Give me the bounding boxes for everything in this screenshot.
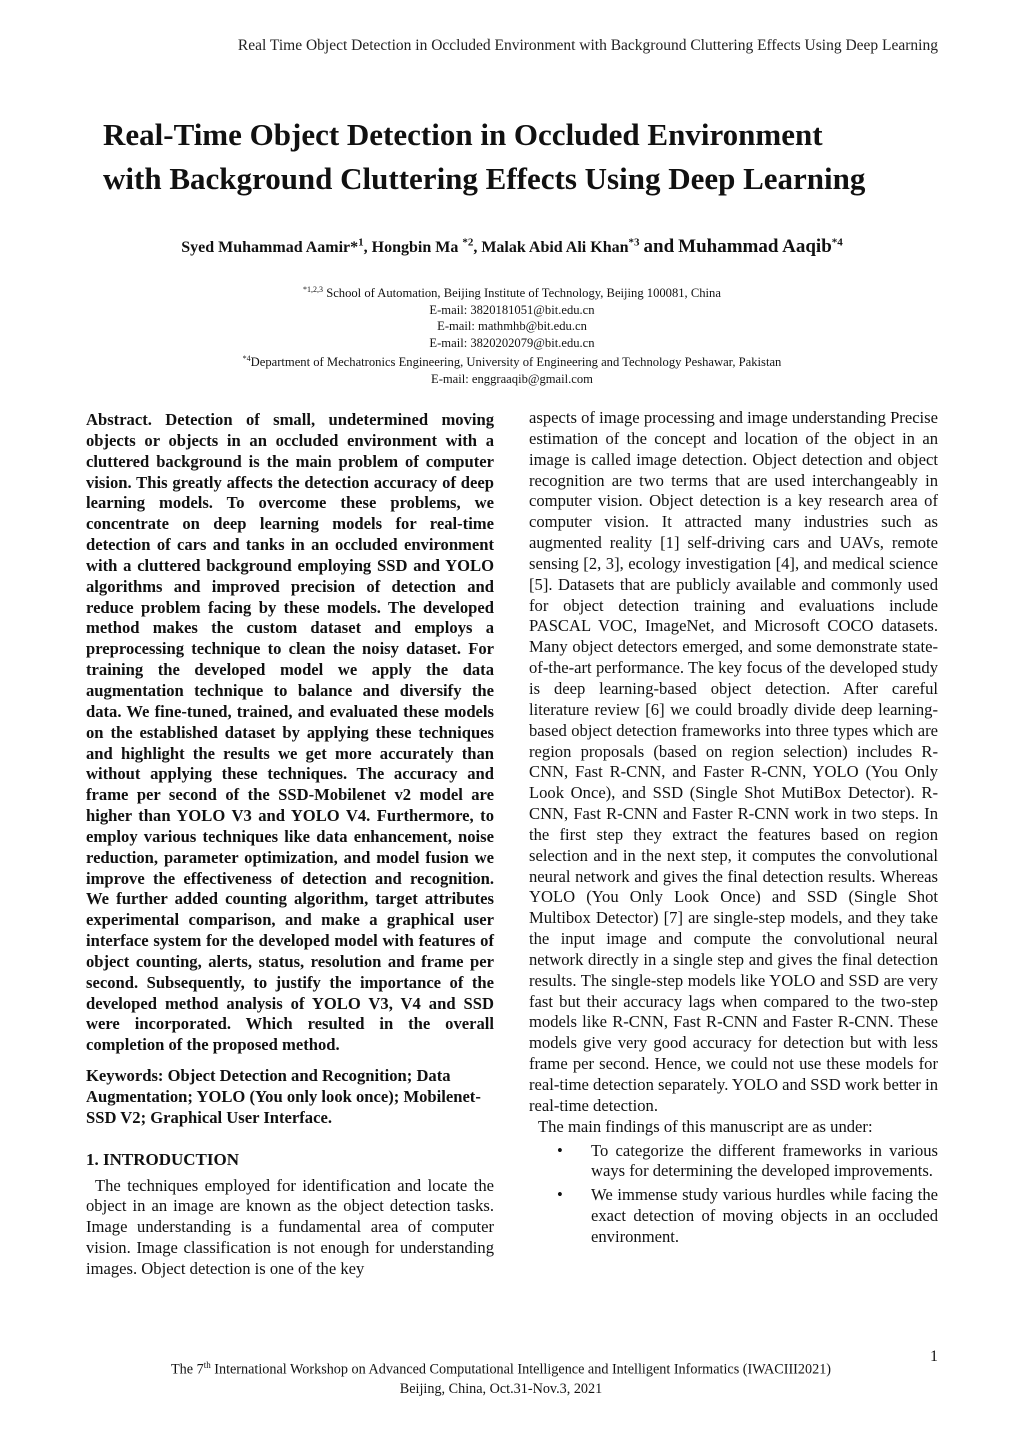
author-1-sup: 1 — [358, 236, 364, 249]
footer — [0, 1356, 1002, 1399]
affiliation-1-text: School of Automation, Beijing Institute of Technology, Beijing 100081, China — [323, 286, 721, 301]
list-item-text: To categorize the different frameworks in various ways for determining the developed improvements. — [591, 1140, 938, 1181]
email-3: E-mail: 3820202079@bit.edu.cn — [429, 335, 595, 350]
affiliation-1-sup: *1,2,3 — [303, 285, 324, 294]
bullet-icon: • — [557, 1140, 563, 1160]
section-heading-introduction: 1. INTRODUCTION — [86, 1149, 240, 1169]
list-item-text: We immense study various hurdles while facing the exact detection of moving objects in an occluded environment. — [591, 1185, 938, 1246]
author-2: Hongbin Ma — [371, 239, 463, 256]
keywords: Keywords: Object Detection and Recognition; Data Augmentation; YOLO (You only look once); Mobilenet-SSD V2; Graphical User Interface. — [86, 1066, 481, 1127]
title-line-2: with Background Cluttering Effects Using Deep Learning — [103, 161, 866, 196]
author-3-sup: *3 — [628, 236, 640, 249]
email-1: E-mail: 3820181051@bit.edu.cn — [429, 302, 595, 317]
introduction-continued: aspects of image processing and image understanding Precise estimation of the concept and location of the object in an image is called image detection. Object detection and object recognition are two terms that are used interchangeably in computer vision. Object detection is a key research area of computer vision. It attracted many industries such as augmented reality [1] self-driving cars and UAVs, remote sensing [2, 3], ecology investigation [4], and medical science [5]. Datasets that are publicly available and commonly used for object detection training and evaluations include PASCAL VOC, ImageNet, and Microsoft COCO datasets. Many object detectors emerged, and some demonstrate state-of-the-art performance. The key focus of the developed study is deep learning-based object detection. After careful literature review [6] we could broadly divide deep learning-based object detection frameworks into three types which are region proposals (based on region selection) includes R-CNN, Fast R-CNN, and Faster R-CNN, YOLO (You Only Look Once), and SSD (Single Shot MutiBox Detector). R-CNN, Fast R-CNN and Faster R-CNN work in two steps. In the first step they extract the features based on region selection and in the next step, it computes the convolutional neural network and gives the final detection results. Whereas YOLO (You Only Look Once) and SSD (Single Shot Multibox Detector) [7] are single-step models, and they take the input image and compute the convolutional neural network directly in a single step and gives the final detection results. The single-step models like YOLO and SSD are very fast but their accuracy lags when compared to the two-step models like R-CNN, Fast R-CNN and Faster R-CNN. These models give very good accuracy for detection but with less frame per second. Hence, we could not use these models for real-time detection separately. YOLO and SSD work better in real-time detection. — [529, 408, 938, 1115]
list-item — [529, 1141, 938, 1183]
email-4: E-mail: enggraaqib@gmail.com — [431, 371, 593, 386]
findings-lead: The main findings of this manuscript are as under: — [538, 1116, 873, 1136]
page-number: 1 — [930, 1348, 938, 1365]
affiliation-2-text: Department of Mechatronics Engineering, University of Engineering and Technology Peshawar, Pakistan — [250, 355, 782, 370]
footer-line-1 — [0, 1356, 1002, 1380]
affiliation-2-sup: *4 — [242, 354, 251, 364]
paper-title — [103, 113, 923, 201]
left-column — [86, 410, 494, 1280]
author-4: Muhammad Aaqib — [678, 236, 832, 257]
right-column — [529, 408, 938, 1248]
author-list: Syed Muhammad Aamir*$^1$, Hongbin Ma $^{*2}$, Malak Abid Ali Khan$^{*3}$ and Muhammad Aaqib$^{*4}$ — [181, 236, 843, 257]
author-1: Syed Muhammad Aamir* — [181, 239, 359, 256]
footer-prefix: The 7 — [170, 1361, 204, 1378]
author-4-sup: *4 — [831, 236, 843, 249]
author-2-sup: *2 — [462, 236, 474, 249]
footer-line-2: Beijing, China, Oct.31-Nov.3, 2021 — [399, 1380, 603, 1397]
affiliation-2 — [0, 351, 1024, 371]
author-3: Malak Abid Ali Khan — [481, 239, 629, 256]
findings-list — [529, 1141, 938, 1248]
footer-rest: International Workshop on Advanced Computational Intelligence and Intelligent Informatics (IWACIII2021) — [210, 1361, 832, 1378]
title-line-1: Real-Time Object Detection in Occluded Environment — [103, 117, 823, 152]
list-item — [529, 1185, 938, 1248]
affiliation-1 — [0, 282, 1024, 302]
bullet-icon: • — [557, 1185, 563, 1205]
introduction-paragraph: The techniques employed for identification and locate the object in an image are known as the object detection tasks. Image understanding is a fundamental area of computer vision. Image classification is not enough for understanding images. Object detection is one of the key — [86, 1175, 494, 1278]
abstract: Abstract. Detection of small, undetermined moving objects or objects in an occluded environment with a cluttered background is the main problem of computer vision. This greatly affects the detection accuracy of deep learning models. To overcome these problems, we concentrate on deep learning models for real-time detection of cars and tanks in an occluded environment with a cluttered background employing SSD and YOLO algorithms and improved precision of detection and reduce problem facing by these models. The developed method makes the custom dataset and employs a preprocessing technique to clean the noisy dataset. For training the developed model we apply the data augmentation technique to balance and diversify the data. We fine-tuned, trained, and evaluated these models on the established dataset by applying these techniques and highlight the results we get more accurately than without applying these techniques. The accuracy and frame per second of the SSD-Mobilenet v2 model are higher than YOLO V3 and YOLO V4. Furthermore, to employ various techniques like data enhancement, noise reduction, parameter optimization, and model fusion we improve the effectiveness of detection and recognition. We further added counting algorithm, target attributes experimental comparison, and make a graphical user interface system for the developed model with features of object counting, alerts, status, resolution and frame per second. Subsequently, to justify the importance of the developed method analysis of YOLO V3, V4 and SSD were incorporated. Which resulted in the overall completion of the proposed method. — [86, 410, 494, 1055]
affiliations — [0, 282, 1024, 387]
running-head: Real Time Object Detection in Occluded Environment with Background Cluttering Effects Using Deep Learning — [237, 37, 938, 54]
email-2: E-mail: mathmhb@bit.edu.cn — [437, 319, 587, 334]
author-connector: and — [643, 236, 675, 257]
footer-sup: th — [203, 1360, 211, 1370]
